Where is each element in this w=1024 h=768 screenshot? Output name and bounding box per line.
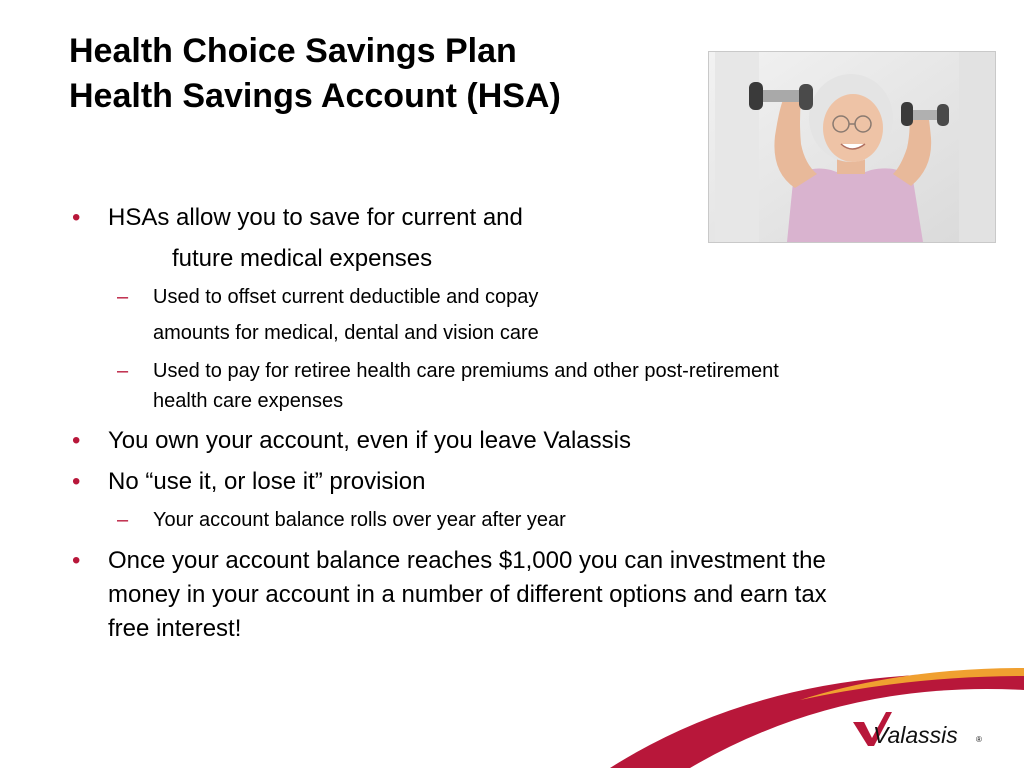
- bullet-marker: •: [72, 427, 81, 454]
- bullet-text: Once your account balance reaches $1,000 you can investment the: [108, 547, 826, 574]
- bullet-text: HSAs allow you to save for current and: [108, 204, 523, 231]
- dash-marker: –: [117, 360, 129, 382]
- bullet-text: future medical expenses: [172, 245, 433, 272]
- logo-registered-mark: ®: [976, 735, 982, 744]
- sub-bullet-text: amounts for medical, dental and vision care: [153, 322, 539, 344]
- sub-bullet-text: Your account balance rolls over year after year: [153, 509, 566, 531]
- title-line-2: Health Savings Account (HSA): [69, 77, 561, 115]
- logo-wordmark: Valassis: [873, 722, 958, 748]
- bullet-marker: •: [72, 468, 81, 495]
- dash-marker: –: [117, 509, 129, 531]
- bullet-marker: •: [72, 204, 81, 231]
- sub-bullet-text: health care expenses: [153, 390, 344, 412]
- title-line-1: Health Choice Savings Plan: [69, 32, 517, 70]
- bullet-marker: •: [72, 547, 81, 574]
- bullet-text: money in your account in a number of different options and earn tax: [108, 581, 827, 608]
- bullet-text: No “use it, or lose it” provision: [108, 468, 426, 495]
- bullet-text: You own your account, even if you leave Valassis: [108, 427, 631, 454]
- bullet-text: free interest!: [108, 615, 242, 642]
- dash-marker: –: [117, 286, 129, 308]
- sub-bullet-text: Used to offset current deductible and copay: [153, 286, 539, 308]
- sub-bullet-text: Used to pay for retiree health care premiums and other post-retirement: [153, 360, 779, 382]
